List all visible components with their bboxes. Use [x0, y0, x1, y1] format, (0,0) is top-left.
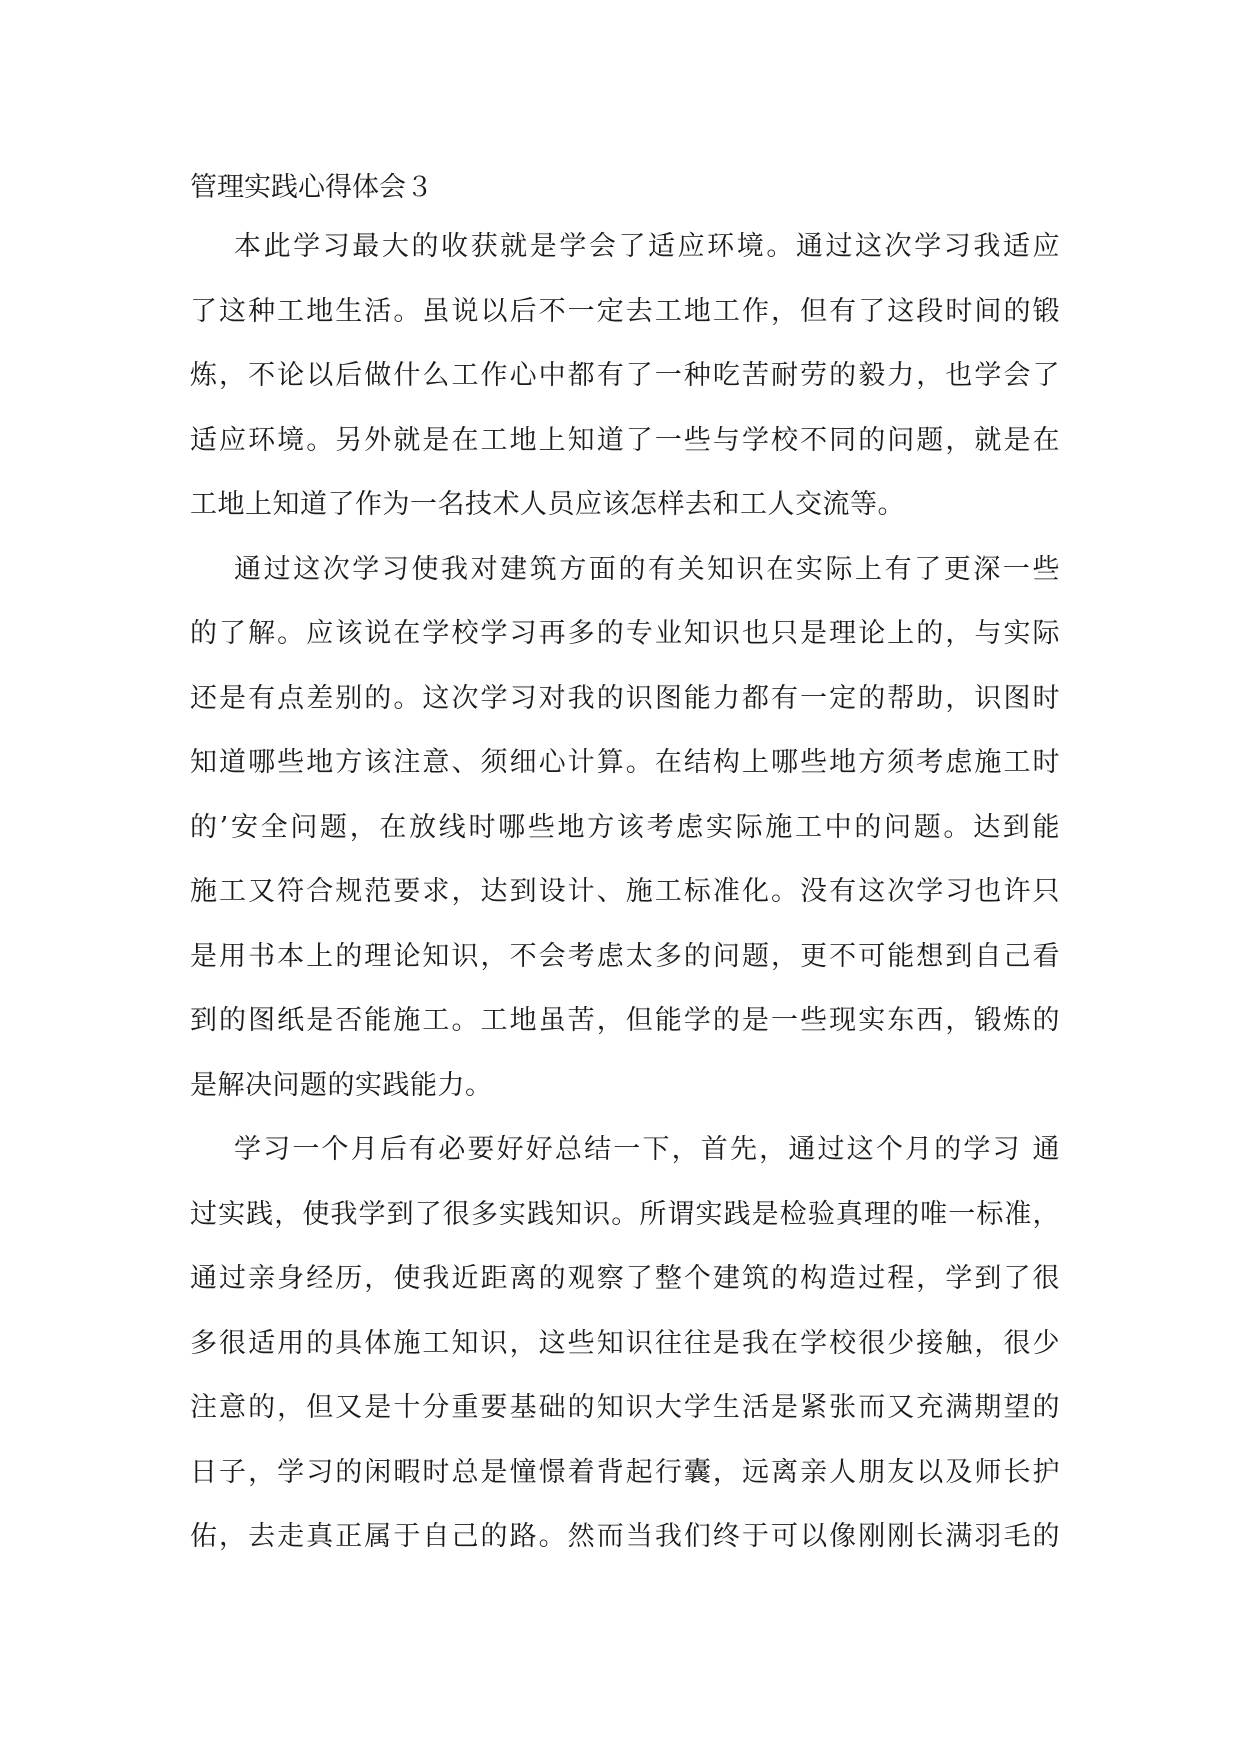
text-line: 本此学习最大的收获就是学会了适应环境。通过这次学习我适应: [234, 231, 1060, 262]
text-line: 注意的，但又是十分重要基础的知识大学生活是紧张而又充满期望的: [190, 1392, 1060, 1423]
text-line: 适应环境。另外就是在工地上知道了一些与学校不同的问题，就是在: [190, 424, 1060, 456]
text-line: 是解决问题的实践能力。: [190, 1069, 493, 1101]
text-line: 学习一个月后有必要好好总结一下，首先，通过这个月的学习 通: [234, 1134, 1060, 1165]
text-line: 施工又符合规范要求，达到设计、施工标准化。没有这次学习也许只: [190, 876, 1060, 907]
text-line: 多很适用的具体施工知识，这些知识往往是我在学校很少接触，很少: [190, 1327, 1060, 1359]
document-title: 管理实践心得体会３: [190, 172, 433, 203]
text-line: 知道哪些地方该注意、须细心计算。在结构上哪些地方须考虑施工时: [190, 747, 1060, 778]
text-line: 的了解。应该说在学校学习再多的专业知识也只是理论上的，与实际: [190, 618, 1060, 649]
text-line: 佑，去走真正属于自己的路。然而当我们终于可以像刚刚长满羽毛的: [190, 1521, 1060, 1552]
text-line: 还是有点差别的。这次学习对我的识图能力都有一定的帮助，识图时: [190, 682, 1060, 714]
text-line: 过实践，使我学到了很多实践知识。所谓实践是检验真理的唯一标准，: [190, 1198, 1060, 1230]
paragraph-3: [190, 1118, 1060, 1570]
text-line: 通过这次学习使我对建筑方面的有关知识在实际上有了更深一些: [234, 553, 1060, 585]
text-line: 通过亲身经历，使我近距离的观察了整个建筑的构造过程，学到了很: [190, 1263, 1060, 1294]
text-line: 炼，不论以后做什么工作心中都有了一种吃苦耐劳的毅力，也学会了: [190, 360, 1060, 391]
text-line: 日子，学习的闲暇时总是憧憬着背起行囊，远离亲人朋友以及师长护: [190, 1456, 1060, 1488]
document-page: [190, 160, 1060, 1570]
paragraph-2: [190, 538, 1060, 1119]
text-line: 到的图纸是否能施工。工地虽苦，但能学的是一些现实东西，锻炼的: [190, 1005, 1060, 1036]
text-line: 工地上知道了作为一名技术人员应该怎样去和工人交流等。: [190, 489, 905, 520]
paragraph-1: [190, 215, 1060, 538]
text-line: 了这种工地生活。虽说以后不一定去工地工作，但有了这段时间的锻: [190, 295, 1060, 327]
text-line: 的’安全问题，在放线时哪些地方该考虑实际施工中的问题。达到能: [190, 811, 1060, 843]
text-line: 是用书本上的理论知识，不会考虑太多的问题，更不可能想到自己看: [190, 940, 1060, 972]
